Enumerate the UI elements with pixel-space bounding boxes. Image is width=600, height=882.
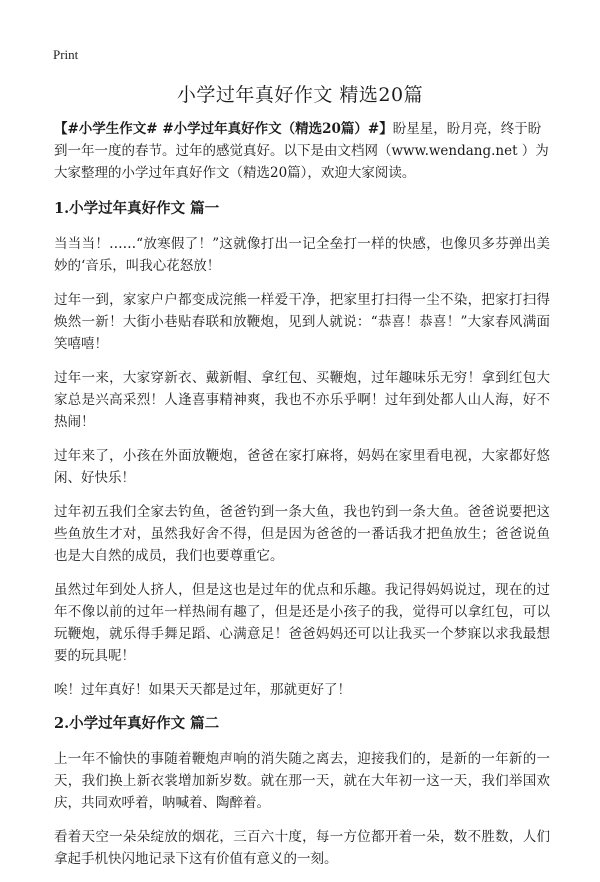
paragraph: 过年一到，家家户户都变成浣熊一样爱干净，把家里打扫得一尘不染，把家打扫得焕然一新！大街小巷贴春联和放鞭炮，见到人就说：“恭喜！恭喜！”大家春风满面笑嘻嘻！: [54, 292, 550, 352]
paragraph: 过年一来，大家穿新衣、戴新帽、拿红包、买鞭炮，过年趣味乐无穷！拿到红包大家总是兴高采烈！人逢喜事精神爽，我也不亦乐乎啊！过年到处都人山人海，好不热闹！: [54, 370, 550, 430]
section-heading: 2.小学过年真好作文 篇二: [54, 715, 220, 732]
paragraph: 看着天空一朵朵绽放的烟花，三百六十度，每一方位都开着一朵，数不胜数，人们拿起手机快闪地记录下这有价值有意义的一刻。: [54, 829, 550, 867]
paragraph: 上一年不愉快的事随着鞭炮声响的消失随之离去，迎接我们的，是新的一年新的一天，我们换上新衣裳增加新岁数。就在那一天，就在大年初一这一天，我们举国欢庆，共同欢呼着，呐喊着、陶醉着。: [54, 751, 550, 811]
paragraph: 当当当！……“放寒假了！”这就像打出一记全垒打一样的快感，也像贝多芬弹出美妙的‘音乐，叫我心花怒放！: [54, 236, 550, 274]
article-body: [54, 118, 550, 882]
intro-tagline: 【#小学生作文# #小学过年真好作文（精选20篇）#】: [54, 121, 393, 137]
paragraph: 虽然过年到处人挤人，但是这也是过年的优点和乐趣。我记得妈妈说过，现在的过年不像以前的过年一样热闹有趣了，但是还是小孩子的我，觉得可以拿红包，可以玩鞭炮，就乐得手舞足蹈、心满意足！爸爸妈妈还可以让我买一个梦寐以求我最想要的玩具呢！: [54, 582, 550, 664]
print-link[interactable]: Print: [53, 47, 79, 62]
intro-paragraph: [54, 118, 550, 184]
intro-text: 盼星星，盼月亮，终于盼到一年一度的春节。过年的感觉真好。以下是由文档网（www.wendang.net ）为大家整理的小学过年真好作文（精选20篇），欢迎大家阅读。: [54, 121, 549, 181]
paragraph: 唉！过年真好！如果天天都是过年，那就更好了！: [54, 682, 351, 698]
section-heading: 1.小学过年真好作文 篇一: [54, 200, 220, 217]
paragraph: 过年初五我们全家去钓鱼，爸爸钓到一条大鱼，我也钓到一条大鱼。爸爸说要把这些鱼放生才对，虽然我好舍不得，但是因为爸爸的一番话我才把鱼放生；爸爸说鱼也是大自然的成员，我们也要尊重它。: [54, 504, 550, 564]
page-title: 小学过年真好作文 精选20篇: [176, 84, 424, 106]
paragraph: 过年来了，小孩在外面放鞭炮，爸爸在家打麻将，妈妈在家里看电视，大家都好悠闲、好快乐！: [54, 448, 550, 486]
